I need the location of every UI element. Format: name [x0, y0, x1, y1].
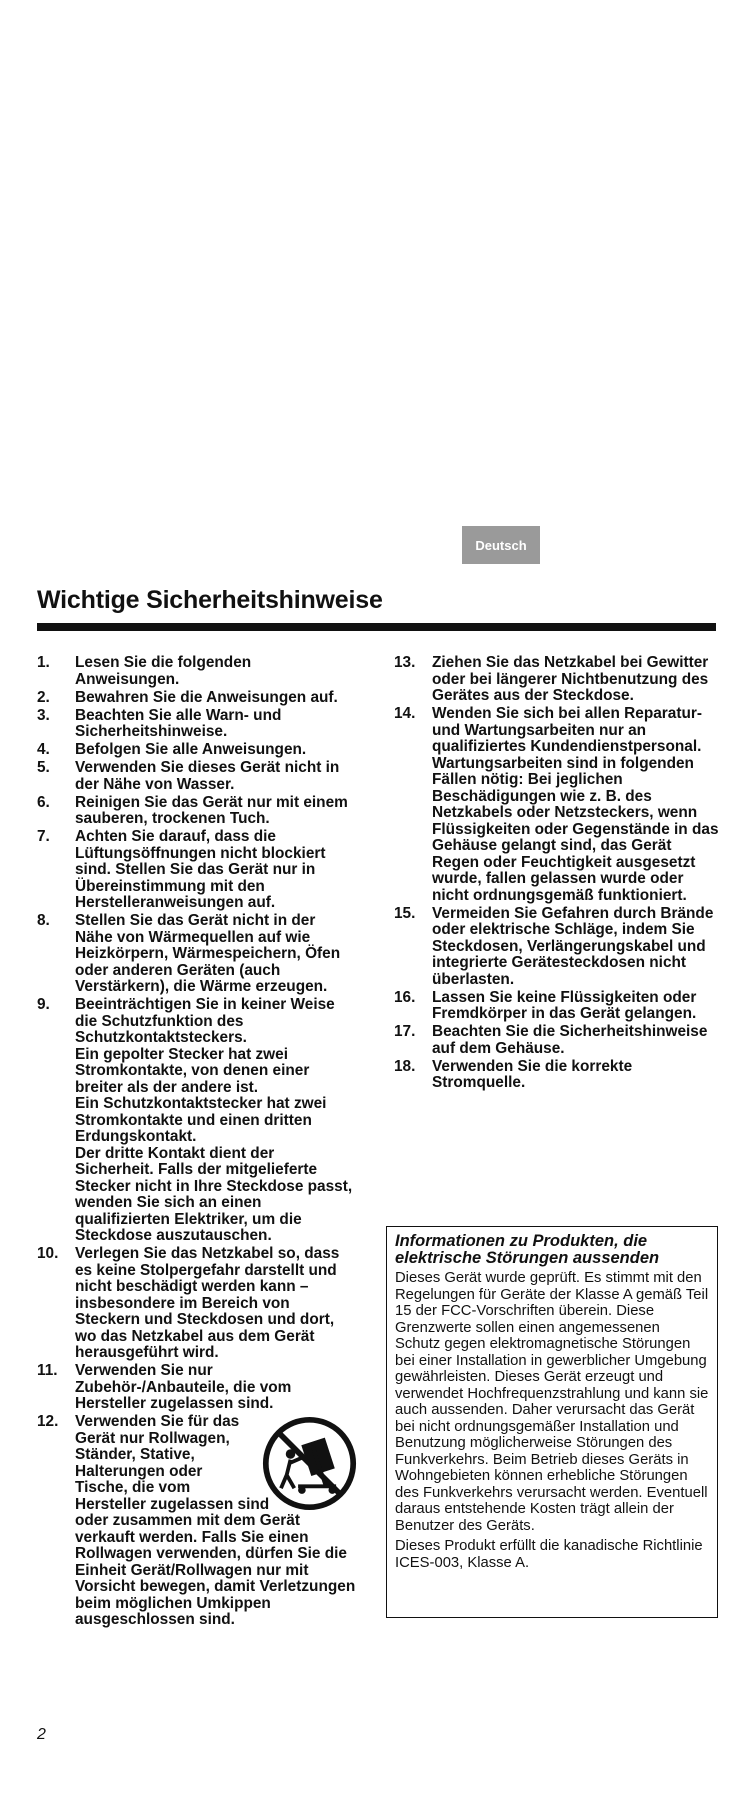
- instruction-item: [37, 829, 357, 912]
- notice-paragraph: Dieses Gerät wurde geprüft. Es stimmt mit den Regelungen für Geräte der Klasse A gemäß Teil 15 der FCC-Vorschriften überein. Diese Grenzwerte sollen einen angemessenen Schutz gegen elektromagnetische Störungen bei einer Installation in gewerblicher Umgebung gewährleisten. Dieses Gerät erzeugt und verwendet Hochfrequenzstrahlung und kann sie auch aussenden. Daher verursacht das Gerät bei nicht ordnungsgemäßer Installation und Benutzung möglicherweise Störungen des Funkverkehrs. Beim Betrieb dieses Geräts in Wohngebieten können erhebliche Störungen des Funkverkehrs verursacht werden. Eventuell daraus entstehende Kosten trägt allein der Benutzer des Geräts.: [395, 1270, 709, 1534]
- instruction-text: Reinigen Sie das Gerät nur mit einem sauberen, trockenen Tuch.: [75, 793, 348, 827]
- instruction-text: Beeinträchtigen Sie in keiner Weise die Schutzfunktion des Schutzkontaktsteckers.: [75, 996, 335, 1046]
- instruction-text: Beachten Sie die Sicherheitshinweise auf dem Gehäuse.: [432, 1023, 708, 1057]
- instruction-number: 16.: [394, 988, 416, 1006]
- instruction-item: [394, 1024, 720, 1057]
- instruction-number: 2.: [37, 688, 50, 706]
- instruction-item: [37, 1363, 357, 1413]
- instruction-text: Der dritte Kontakt dient der Sicherheit. Falls der mitgelieferte Stecker nicht in Ihre Steckdose passt, wenden Sie sich an einen qualifizierten Elektriker, um die Steckdose auszutauschen.: [75, 1144, 353, 1244]
- notice-heading: Informationen zu Produkten, die elektrische Störungen aussenden: [395, 1232, 660, 1267]
- instruction-text: Verwenden Sie nur Zubehör-/Anbauteile, die vom Hersteller zugelassen sind.: [75, 1362, 292, 1412]
- instruction-number: 7.: [37, 828, 50, 845]
- instruction-item: [37, 742, 357, 759]
- emission-notice-box: [386, 1226, 718, 1618]
- instruction-item: [37, 760, 357, 793]
- instruction-item: [394, 706, 720, 904]
- instruction-item: [37, 1246, 357, 1362]
- instruction-item: [37, 655, 357, 688]
- instruction-number: 3.: [37, 706, 50, 724]
- instruction-text: Befolgen Sie alle Anweisungen.: [75, 741, 307, 758]
- instruction-number: 17.: [394, 1023, 416, 1040]
- instruction-number: 12.: [37, 1413, 59, 1430]
- notice-paragraph: Dieses Produkt erfüllt die kanadische Richtlinie ICES-003, Klasse A.: [395, 1538, 703, 1571]
- instruction-number: 11.: [37, 1362, 58, 1379]
- instruction-text: Vermeiden Sie Gefahren durch Brände oder elektrische Schläge, indem Sie Steckdosen, Verlängerungskabel und integrierte Gerätesteckdosen nicht überlasten.: [432, 904, 714, 988]
- instruction-item: [37, 690, 357, 707]
- instruction-list-left: [37, 655, 357, 1629]
- title-rule: [37, 623, 716, 631]
- instruction-item: [37, 708, 357, 741]
- instruction-text: Bewahren Sie die Anweisungen auf.: [75, 688, 338, 706]
- instruction-number: 13.: [394, 654, 416, 671]
- instruction-text: Wenden Sie sich bei allen Reparatur- und Wartungsarbeiten nur an qualifiziertes Kundendienstpersonal. Wartungsarbeiten sind in folgenden Fällen nötig: Bei jeglichen Beschädigungen wie z. B. des Netzkabels oder Netzsteckers, wenn Flüssigkeiten oder Gegenstände in das Gehäuse gelangt sind, das Gerät Regen oder Feuchtigkeit ausgesetzt wurde, fallen gelassen wurde oder nicht ordnungsgemäß funktioniert.: [432, 705, 719, 904]
- instruction-item: [394, 1059, 720, 1092]
- instruction-item: [394, 906, 720, 989]
- instruction-number: 6.: [37, 793, 50, 811]
- instruction-number: 10.: [37, 1245, 59, 1262]
- instruction-number: 4.: [37, 741, 50, 758]
- cart-tip-over-warning-icon: [262, 1416, 357, 1511]
- instruction-text: Beachten Sie alle Warn- und Sicherheitshinweise.: [75, 706, 282, 740]
- instruction-number: 18.: [394, 1057, 416, 1075]
- instruction-number: 5.: [37, 759, 50, 776]
- instruction-item: [394, 990, 720, 1023]
- page-title: Wichtige Sicherheitshinweise: [37, 586, 383, 614]
- instruction-item: [37, 997, 357, 1245]
- instruction-number: 8.: [37, 912, 50, 929]
- instruction-text: Stellen Sie das Gerät nicht in der Nähe von Wärmequellen auf wie Heizkörpern, Wärmespeichern, Öfen oder anderen Geräten (auch Verstärkern), die Wärme erzeugen.: [75, 912, 341, 995]
- instruction-text: Ein Schutzkontaktstecker hat zwei Stromkontakte und einen dritten Erdungskontakt.: [75, 1095, 327, 1145]
- instruction-item: [37, 913, 357, 996]
- instruction-text: Ziehen Sie das Netzkabel bei Gewitter oder bei längerer Nichtbenutzung des Gerätes aus der Steckdose.: [432, 654, 709, 704]
- instruction-text: Verlegen Sie das Netzkabel so, dass es keine Stolpergefahr darstellt und nicht beschädigt werden kann – insbesondere im Bereich von Steckern und Steckdosen und dort, wo das Netzkabel aus dem Gerät herausgeführt wird.: [75, 1245, 340, 1361]
- instruction-text: Verwenden Sie dieses Gerät nicht in der Nähe von Wasser.: [75, 759, 340, 793]
- instruction-text: Lesen Sie die folgenden Anweisungen.: [75, 654, 252, 688]
- instructions-right-column: [394, 655, 720, 1093]
- instruction-number: 9.: [37, 996, 50, 1013]
- cart-warning-image: [262, 1416, 357, 1511]
- page-number: 2: [37, 1726, 46, 1743]
- instruction-text: Lassen Sie keine Flüssigkeiten oder Fremdkörper in das Gerät gelangen.: [432, 988, 697, 1022]
- instruction-item: [394, 655, 720, 705]
- instruction-number: 15.: [394, 904, 416, 922]
- instruction-number: 14.: [394, 705, 416, 722]
- instruction-number: 1.: [37, 654, 50, 671]
- language-tab: Deutsch: [462, 526, 540, 564]
- instruction-text: Achten Sie darauf, dass die Lüftungsöffnungen nicht blockiert sind. Stellen Sie das Gerät nur in Übereinstimmung mit den Herstelleranweisungen auf.: [75, 828, 326, 911]
- instruction-item: [37, 1414, 357, 1629]
- instruction-item: [37, 795, 357, 828]
- instruction-text: Verwenden Sie für das Gerät nur Rollwagen, Ständer, Stative, Halterungen oder Tische, die vom Hersteller zugelassen sind oder zusammen mit dem Gerät verkauft werden. Falls Sie einen Rollwagen verwenden, dürfen Sie die Einheit Gerät/Rollwagen nur mit Vorsicht bewegen, damit Verletzungen beim möglichen Umkippen ausgeschlossen sind.: [75, 1413, 356, 1628]
- instruction-list-right: [394, 655, 720, 1092]
- instructions-left-column: [37, 655, 357, 1630]
- instruction-text: Ein gepolter Stecker hat zwei Stromkontakte, von denen einer breiter als der andere ist.: [75, 1045, 310, 1096]
- instruction-text: Verwenden Sie die korrekte Stromquelle.: [432, 1057, 633, 1091]
